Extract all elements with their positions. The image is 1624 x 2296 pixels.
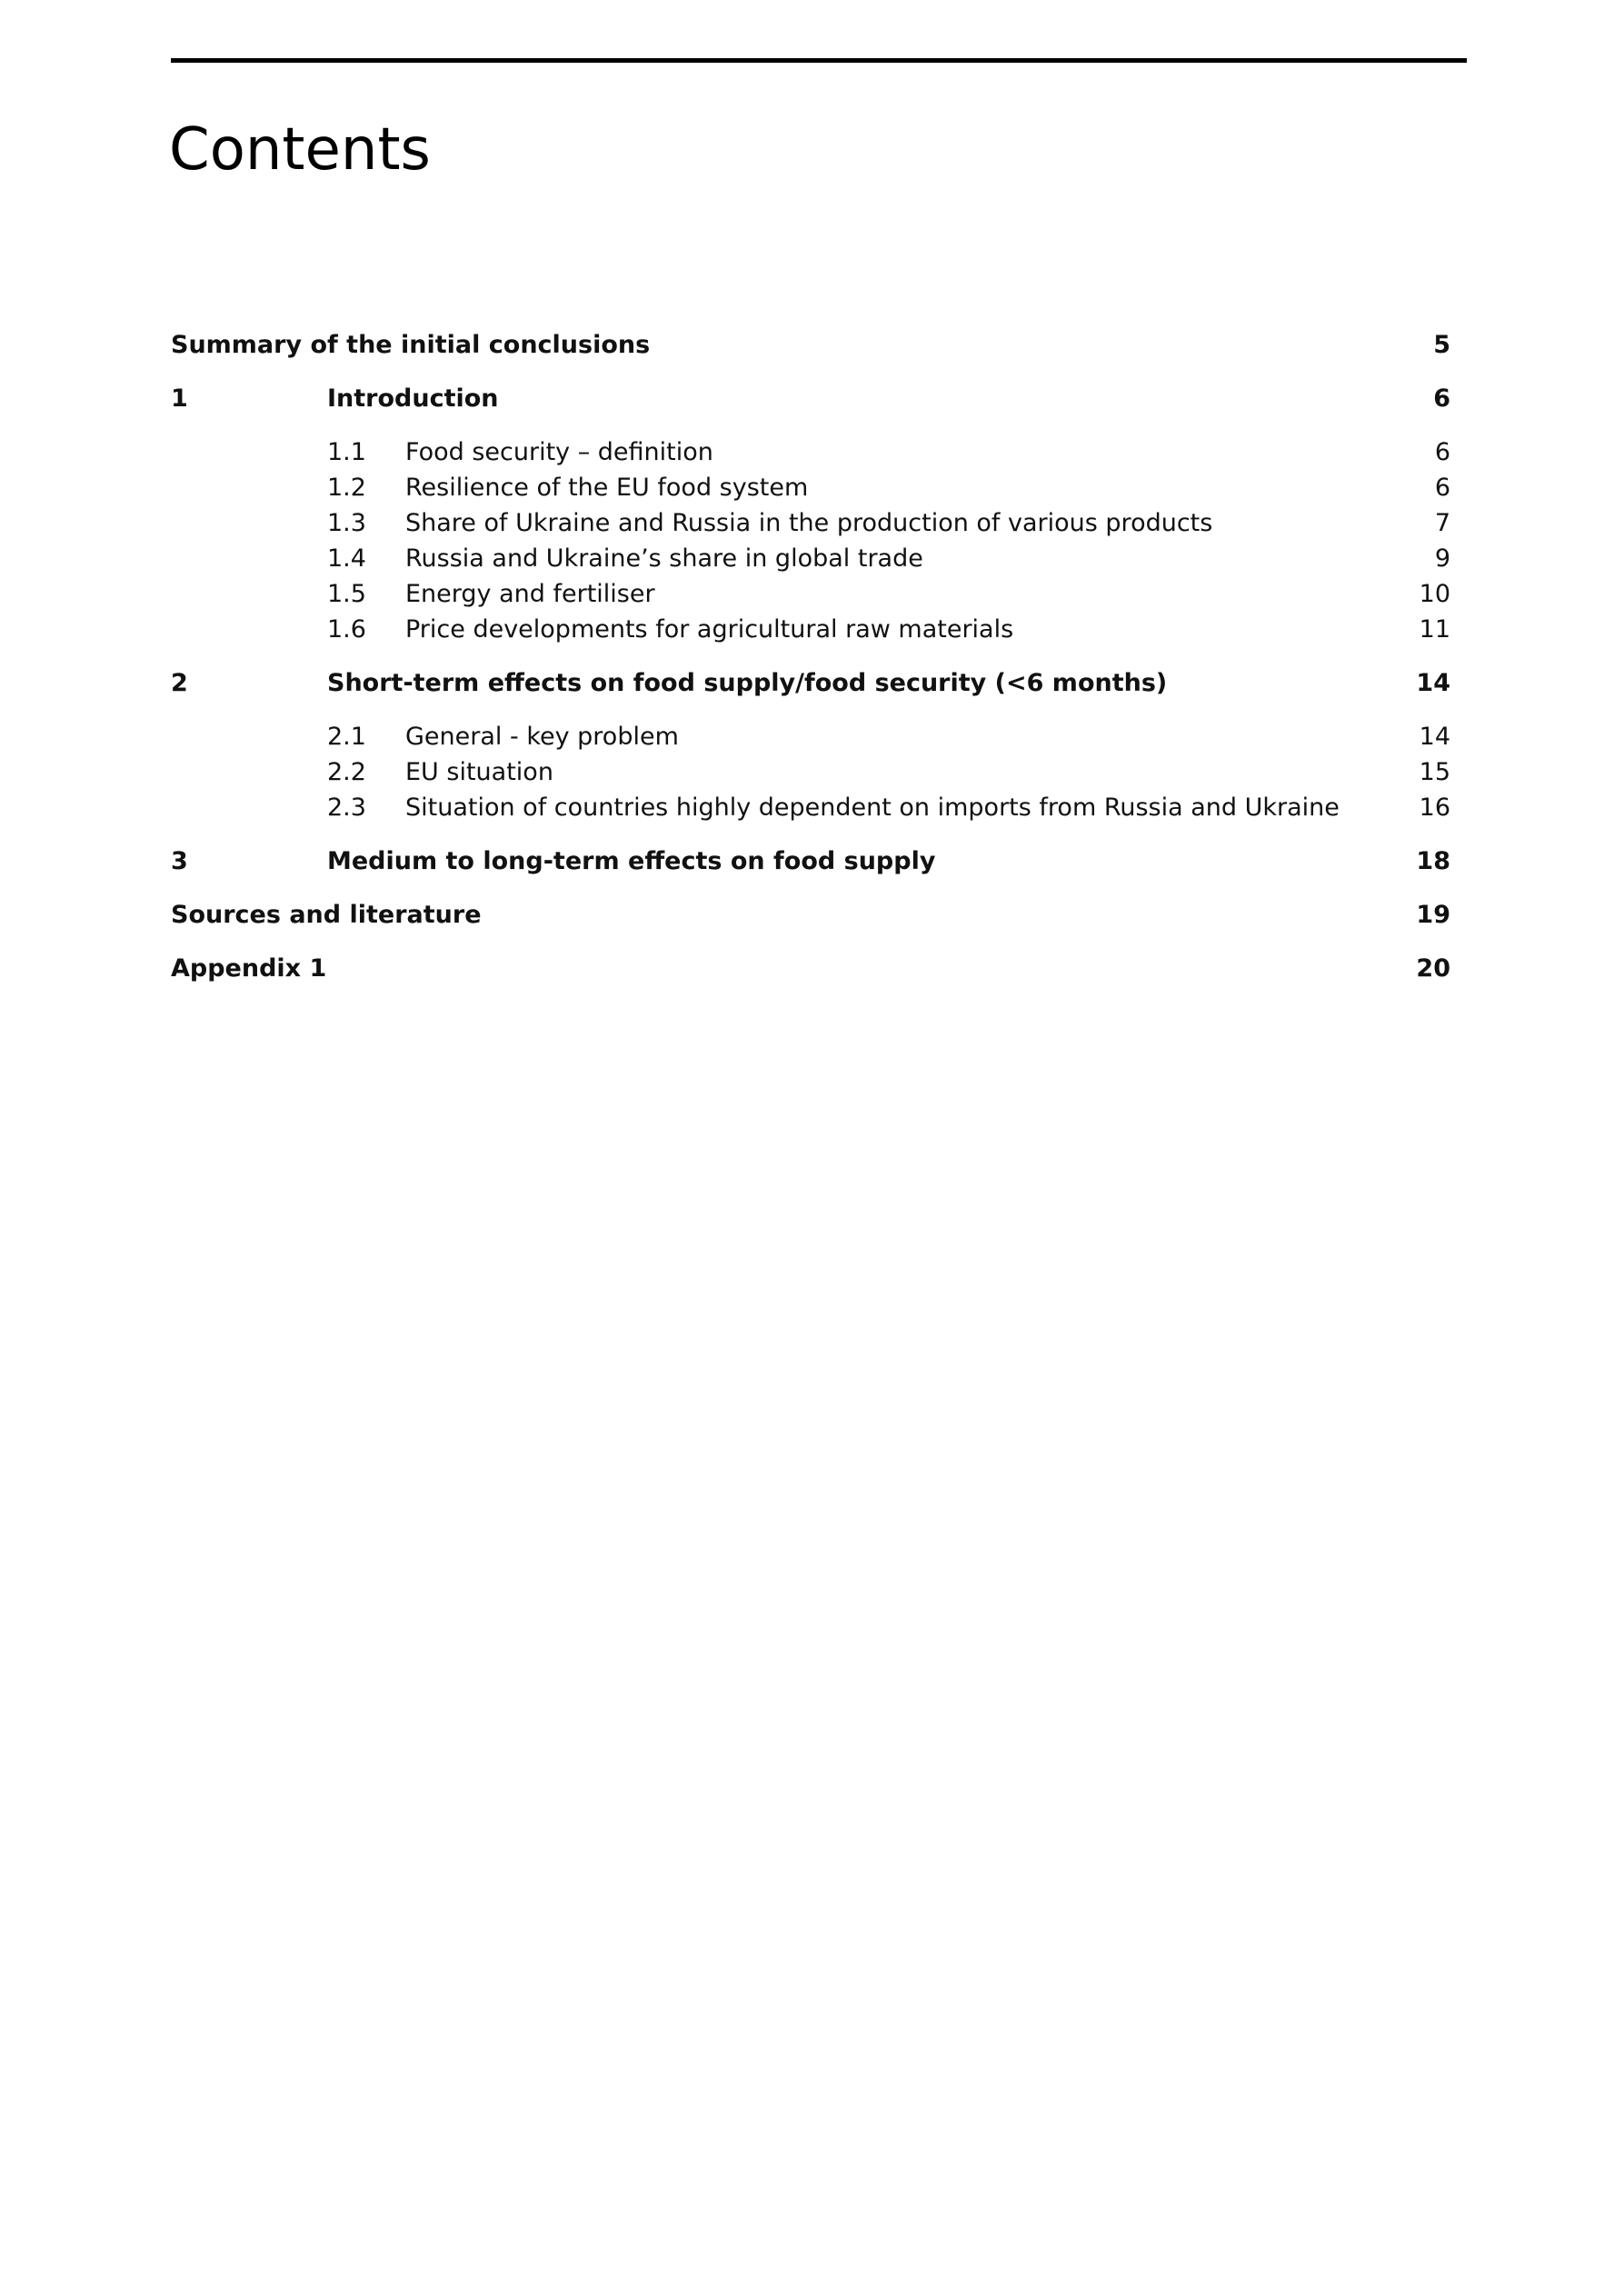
toc-section-title: Price developments for agricultural raw materials bbox=[405, 615, 1014, 644]
toc-section-number: 1.6 bbox=[327, 615, 366, 644]
toc-section-number: 1.3 bbox=[327, 509, 366, 537]
toc-section-title: Energy and fertiliser bbox=[405, 580, 655, 608]
toc-section-1-3[interactable] bbox=[171, 505, 1461, 542]
toc-entry-page: 5 bbox=[1433, 331, 1450, 359]
table-of-contents bbox=[171, 0, 1461, 2296]
toc-section-number: 2.2 bbox=[327, 758, 366, 786]
toc-section-1-2[interactable] bbox=[171, 470, 1461, 506]
toc-chapter-page: 14 bbox=[1416, 669, 1450, 697]
toc-chapter-1[interactable] bbox=[171, 381, 1461, 417]
toc-section-page: 16 bbox=[1419, 794, 1450, 822]
toc-entry-title: Appendix 1 bbox=[171, 954, 327, 983]
toc-section-title: Situation of countries highly dependent on imports from Russia and Ukraine bbox=[405, 794, 1340, 822]
toc-chapter-title: Short-term effects on food supply/food security (<6 months) bbox=[327, 669, 1168, 697]
toc-section-page: 9 bbox=[1434, 544, 1450, 573]
toc-section-page: 6 bbox=[1434, 438, 1450, 466]
page-title: Contents bbox=[169, 116, 431, 184]
toc-entry-appendix[interactable] bbox=[171, 951, 1461, 987]
toc-section-1-4[interactable] bbox=[171, 541, 1461, 577]
toc-section-page: 15 bbox=[1419, 758, 1450, 786]
toc-section-title: Share of Ukraine and Russia in the production of various products bbox=[405, 509, 1213, 537]
toc-section-page: 11 bbox=[1419, 615, 1450, 644]
toc-section-page: 7 bbox=[1434, 509, 1450, 537]
toc-entry-summary[interactable] bbox=[171, 327, 1461, 364]
toc-entry-title: Summary of the initial conclusions bbox=[171, 331, 651, 359]
toc-section-number: 1.4 bbox=[327, 544, 366, 573]
toc-section-page: 14 bbox=[1419, 723, 1450, 751]
toc-entry-sources[interactable] bbox=[171, 897, 1461, 933]
toc-chapter-3[interactable] bbox=[171, 844, 1461, 880]
toc-chapter-title: Introduction bbox=[327, 384, 499, 413]
toc-section-title: EU situation bbox=[405, 758, 553, 786]
toc-section-number: 2.1 bbox=[327, 723, 366, 751]
toc-section-number: 1.1 bbox=[327, 438, 366, 466]
toc-section-2-1[interactable] bbox=[171, 719, 1461, 755]
toc-entry-page: 19 bbox=[1416, 901, 1450, 929]
toc-chapter-page: 18 bbox=[1416, 847, 1450, 875]
toc-section-title: Food security – definition bbox=[405, 438, 713, 466]
toc-section-number: 1.5 bbox=[327, 580, 366, 608]
toc-section-1-5[interactable] bbox=[171, 576, 1461, 613]
toc-section-title: Russia and Ukraine’s share in global trade bbox=[405, 544, 923, 573]
toc-chapter-number: 3 bbox=[171, 847, 188, 875]
toc-section-number: 2.3 bbox=[327, 794, 366, 822]
toc-entry-page: 20 bbox=[1416, 954, 1450, 983]
toc-entry-title: Sources and literature bbox=[171, 901, 482, 929]
toc-chapter-title: Medium to long-term effects on food supply bbox=[327, 847, 936, 875]
toc-section-2-3[interactable] bbox=[171, 790, 1461, 826]
toc-section-number: 1.2 bbox=[327, 474, 366, 502]
toc-section-page: 6 bbox=[1434, 474, 1450, 502]
toc-chapter-2[interactable] bbox=[171, 665, 1461, 702]
toc-section-1-1[interactable] bbox=[171, 434, 1461, 471]
toc-chapter-number: 1 bbox=[171, 384, 188, 413]
toc-section-page: 10 bbox=[1419, 580, 1450, 608]
toc-section-title: General - key problem bbox=[405, 723, 679, 751]
toc-chapter-number: 2 bbox=[171, 669, 188, 697]
toc-section-2-2[interactable] bbox=[171, 754, 1461, 791]
toc-chapter-page: 6 bbox=[1433, 384, 1450, 413]
toc-section-title: Resilience of the EU food system bbox=[405, 474, 809, 502]
toc-section-1-6[interactable] bbox=[171, 612, 1461, 648]
